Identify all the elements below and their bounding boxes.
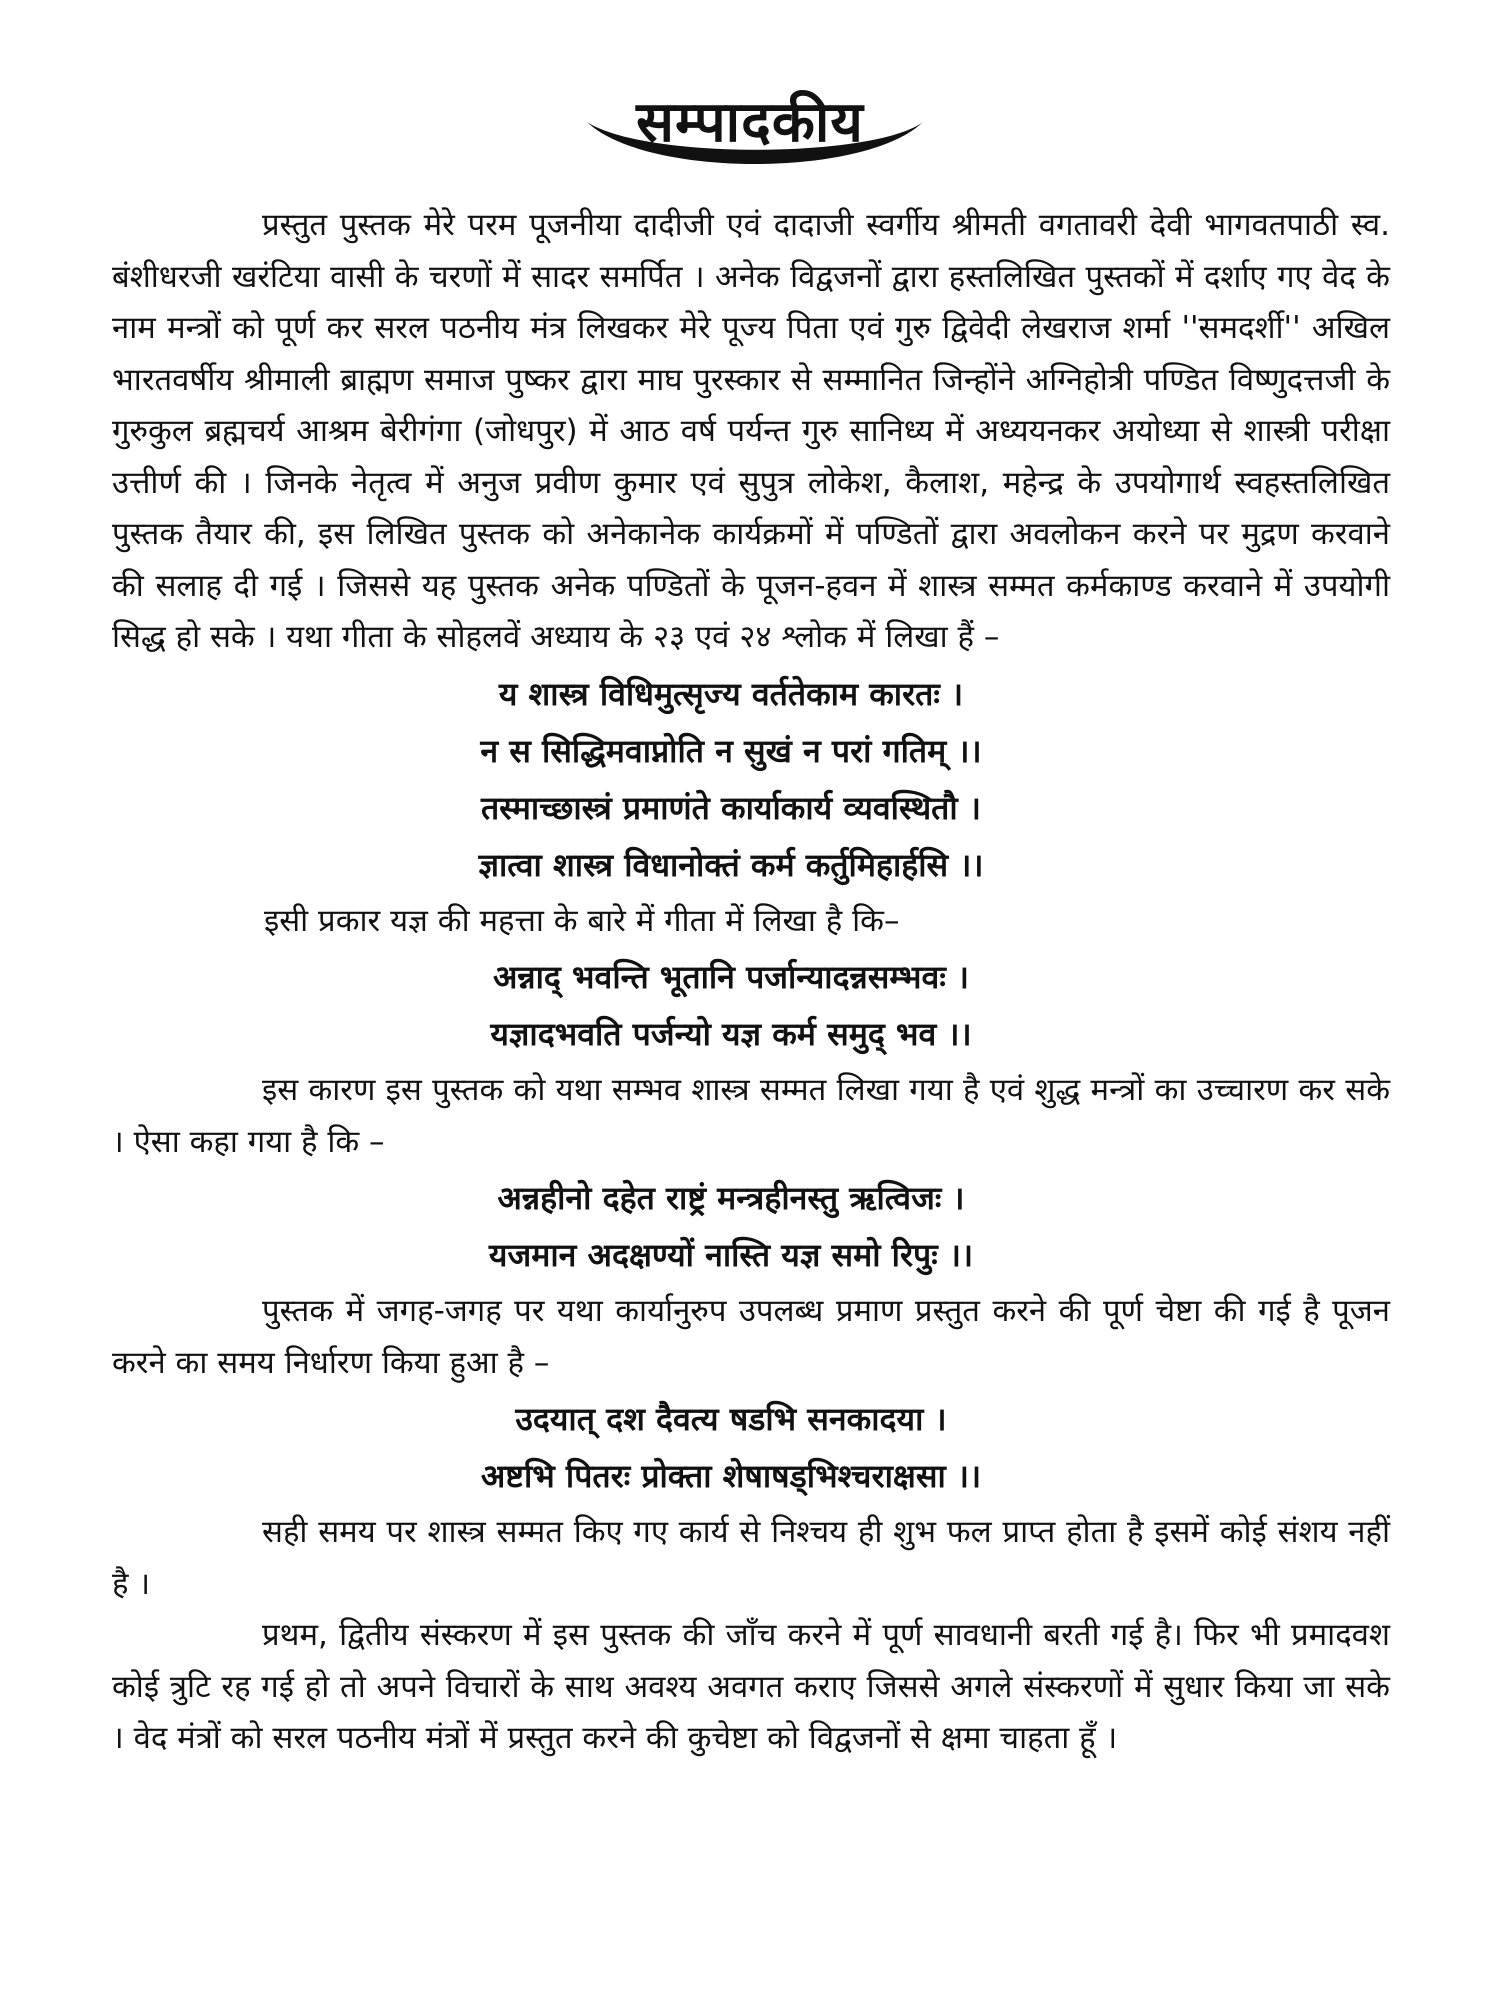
verse-line: अष्टभि पितरः प्रोक्ता शेषाषड्भिश्चराक्षसा ।। [480,1457,982,1495]
verse-block-time [112,1391,1390,1505]
verse-block-yajna [112,949,1390,1063]
editorial-body [112,200,1390,1765]
verse-block-gita [112,666,1390,894]
verse-block-mantra [112,1170,1390,1284]
verse-line: यजमान अदक्षण्यों नास्ति यज्ञ समो रिपुः ।। [488,1236,974,1274]
verse-line: न स सिद्धिमवाप्नोति न सुखं न परां गतिम् ।। [480,731,982,770]
title-area [0,88,1500,158]
paragraph-praman: पुस्तक में जगह-जगह पर यथा कार्यानुरुप उपलब्ध प्रमाण प्रस्तुत करने की पूर्ण चेष्टा की गई है पूजन करने का समय निर्धारण किया हुआ है – [112,1293,1390,1381]
paragraph-apology: प्रथम, द्वितीय संस्करण में इस पुस्तक की जाँच करने में पूर्ण सावधानी बरती गई है। फिर भी प्रमादवश कोई त्रुटि रह गई हो तो अपने विचारों के साथ अवश्य अवगत कराए जिससे अगले संस्करणों में सुधार किया जा सके । वेद मंत्रों को सरल पठनीय मंत्रों में प्रस्तुत करने की कुचेष्टा को विद्वजनों से क्षमा चाहता हूँ । [112,1617,1390,1756]
paragraph-dedication: प्रस्तुत पुस्तक मेरे परम पूजनीया दादीजी एवं दादाजी स्वर्गीय श्रीमती वगतावरी देवी भागवतपाठी स्व. बंशीधरजी खरंटिया वासी के चरणों में सादर समर्पित । अनेक विद्वजनों द्वारा हस्तलिखित पुस्तकों में दर्शाए गए वेद के नाम मन्त्रों को पूर्ण कर सरल पठनीय मंत्र लिखकर मेरे पूज्य पिता एवं गुरु द्विवेदी लेखराज शर्मा ''समदर्शी'' अखिल भारतवर्षीय श्रीमाली ब्राह्मण समाज पुष्कर द्वारा माघ पुरस्कार से सम्मानित जिन्होंने अग्निहोत्री पण्डित विष्णुदत्तजी के गुरुकुल ब्रह्मचर्य आश्रम बेरीगंगा (जोधपुर) में आठ वर्ष पर्यन्त गुरु सानिध्य में अध्ययनकर अयोध्या से शास्त्री परीक्षा उत्तीर्ण की । जिनके नेतृत्व में अनुज प्रवीण कुमार एवं सुपुत्र लोकेश, कैलाश, महेन्द्र के उपयोगार्थ स्वहस्तलिखित पुस्तक तैयार की, इस लिखित पुस्तक को अनेकानेक कार्यक्रमों में पण्डितों द्वारा अवलोकन करने पर मुद्रण करवाने की सलाह दी गई । जिससे यह पुस्तक अनेक पण्डितों के पूजन-हवन में शास्त्र सम्मत कर्मकाण्ड करवाने में उपयोगी सिद्ध हो सके । यथा गीता के सोहलवें अध्याय के २३ एवं २४ श्लोक में लिखा हैं – [112,207,1390,655]
verse-line: तस्माच्छास्त्रं प्रमाणंते कार्याकार्य व्यवस्थितौ । [481,788,981,827]
paragraph-shubh-phal: सही समय पर शास्त्र सम्मत किए गए कार्य से निश्चय ही शुभ फल प्राप्त होता है इसमें कोई संशय नहीं है । [112,1514,1390,1602]
verse-line: अन्नाद् भवन्ति भूतानि पर्जान्यादन्नसम्भवः । [492,958,970,996]
paragraph-shastra: इस कारण इस पुस्तक को यथा सम्भव शास्त्र सम्मत लिखा गया है एवं शुद्ध मन्त्रों का उच्चारण कर सके । ऐसा कहा गया है कि – [112,1072,1390,1160]
paragraph-yajna-intro: इसी प्रकार यज्ञ की महत्ता के बारे में गीता में लिखा है कि– [264,902,900,939]
verse-line: ज्ञात्वा शास्त्र विधानोक्तं कर्म कर्तुमिहार्हसि ।। [478,845,984,884]
verse-line: उदयात् दश दैवत्य षडभि सनकादया । [515,1400,947,1438]
verse-line: य शास्त्र विधिमुत्सृज्य वर्ततेकाम कारतः । [498,674,964,713]
page-title: सम्पादकीय [636,90,864,155]
verse-line: अन्नहीनो दहेत राष्ट्रं मन्त्रहीनस्तु ऋत्विजः । [497,1179,965,1217]
verse-line: यज्ञादभवति पर्जन्यो यज्ञ कर्म समुद् भव ।। [490,1015,972,1053]
